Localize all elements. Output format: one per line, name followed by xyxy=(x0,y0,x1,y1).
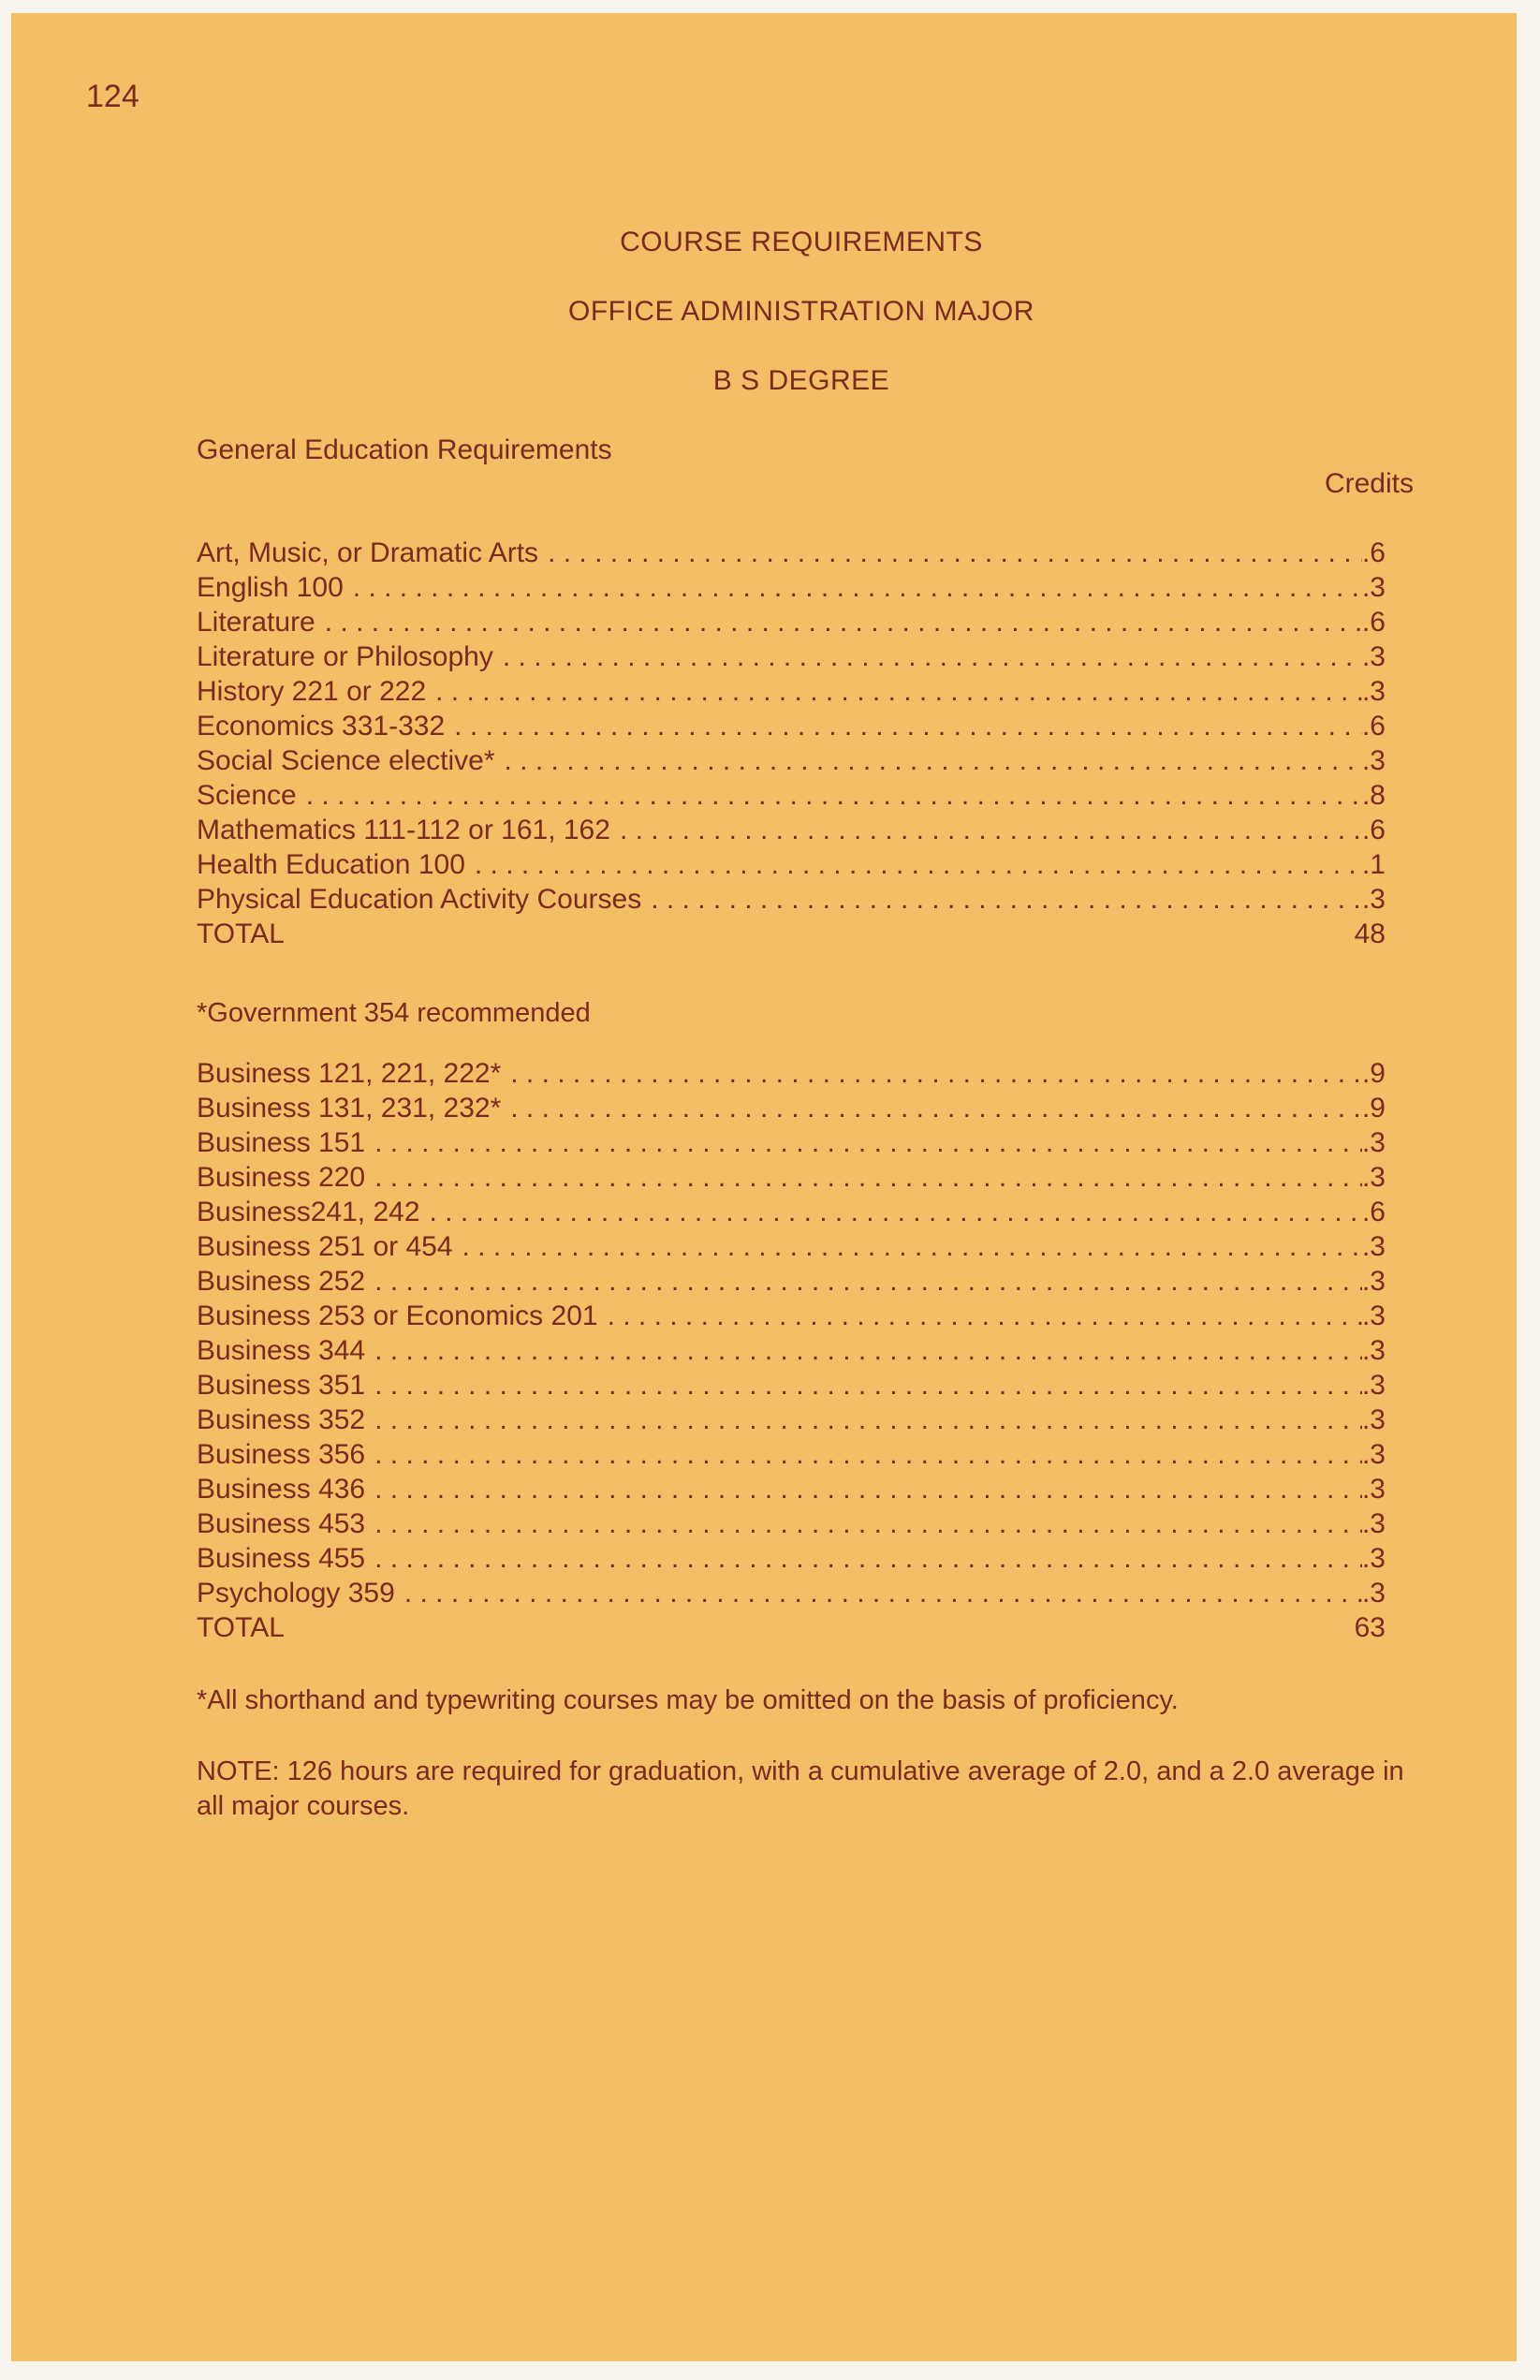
list-item xyxy=(197,882,1386,917)
dot-leader xyxy=(435,674,1362,709)
degree-title: B S DEGREE xyxy=(712,365,890,396)
list-item xyxy=(197,709,1386,743)
dot-leader xyxy=(620,813,1362,847)
course-credits: .3 xyxy=(1361,1439,1386,1470)
list-item xyxy=(197,605,1386,639)
course-credits: .3 xyxy=(1361,745,1386,776)
course-name: Physical Education Activity Courses xyxy=(197,884,642,915)
dot-leader xyxy=(374,1333,1362,1368)
list-item xyxy=(197,1576,1386,1610)
dot-leader xyxy=(374,1125,1362,1160)
course-credits: .3 xyxy=(1361,1335,1386,1366)
dot-leader xyxy=(510,1056,1362,1091)
dot-leader xyxy=(325,605,1362,639)
course-name: Literature xyxy=(197,607,315,638)
catalog-page xyxy=(11,13,1517,2361)
course-name: Business 436 xyxy=(197,1474,366,1505)
list-item xyxy=(197,847,1386,882)
list-item xyxy=(197,570,1386,605)
course-name: Social Science elective* xyxy=(197,745,495,776)
list-item xyxy=(197,1056,1386,1091)
dot-leader xyxy=(505,743,1362,778)
list-item xyxy=(197,1368,1386,1403)
course-credits: .3 xyxy=(1361,1578,1386,1609)
total-label: TOTAL xyxy=(197,918,285,949)
course-credits: .3 xyxy=(1361,1474,1386,1505)
credits-column-header: Credits xyxy=(1324,468,1414,499)
course-credits: .3 xyxy=(1361,676,1386,707)
course-credits: .1 xyxy=(1361,849,1386,880)
list-item xyxy=(197,1299,1386,1333)
course-name: Health Education 100 xyxy=(197,849,465,880)
course-credits: .3 xyxy=(1361,884,1386,915)
course-name: Business 344 xyxy=(197,1335,366,1366)
course-credits: .3 xyxy=(1361,1300,1386,1331)
shorthand-footnote: *All shorthand and typewriting courses may be omitted on the basis of proficiency. xyxy=(197,1685,1179,1715)
course-credits: .3 xyxy=(1361,1543,1386,1574)
course-credits: .9 xyxy=(1361,1058,1386,1089)
course-name: Business 356 xyxy=(197,1439,366,1470)
dot-leader xyxy=(462,1229,1362,1264)
course-name: Literature or Philosophy xyxy=(197,641,493,672)
course-name: Business 151 xyxy=(197,1127,366,1158)
course-name: Business 251 or 454 xyxy=(197,1231,453,1262)
dot-leader xyxy=(306,778,1362,813)
section-label-general-education: General Education Requirements xyxy=(197,434,612,465)
graduation-note: NOTE: 126 hours are required for graduation, with a cumulative average of 2.0, and a 2.0 average in all major courses. xyxy=(197,1756,1404,1821)
dot-leader xyxy=(374,1368,1362,1403)
course-name: Business241, 242 xyxy=(197,1197,420,1227)
course-name: English 100 xyxy=(197,572,344,603)
course-name: Economics 331-332 xyxy=(197,711,446,742)
dot-leader xyxy=(404,1576,1362,1610)
dot-leader xyxy=(651,882,1362,917)
total-label: TOTAL xyxy=(197,1612,285,1643)
total-value: 63 xyxy=(1354,1612,1386,1643)
total-value: 48 xyxy=(1354,918,1386,949)
course-credits: .6 xyxy=(1361,815,1386,845)
general-education-list xyxy=(197,536,1386,951)
course-name: Business 453 xyxy=(197,1508,366,1539)
dot-leader xyxy=(374,1160,1362,1195)
course-credits: .6 xyxy=(1361,711,1386,742)
course-credits: .3 xyxy=(1361,572,1386,603)
course-credits: .6 xyxy=(1361,537,1386,568)
page-title: COURSE REQUIREMENTS xyxy=(620,227,983,257)
course-name: Business 252 xyxy=(197,1266,366,1297)
course-credits: .8 xyxy=(1361,780,1386,811)
list-item xyxy=(197,1264,1386,1299)
business-course-list xyxy=(197,1056,1386,1645)
list-item xyxy=(197,639,1386,674)
list-item xyxy=(197,1472,1386,1506)
dot-leader xyxy=(454,709,1362,743)
list-item xyxy=(197,1437,1386,1472)
list-item xyxy=(197,743,1386,778)
course-name: Business 220 xyxy=(197,1162,366,1193)
course-name: Business 351 xyxy=(197,1370,366,1401)
list-item xyxy=(197,1195,1386,1229)
list-item xyxy=(197,1091,1386,1125)
course-credits: .3 xyxy=(1361,1162,1386,1193)
dot-leader xyxy=(374,1403,1362,1437)
course-credits: .3 xyxy=(1361,1266,1386,1297)
course-name: Art, Music, or Dramatic Arts xyxy=(197,537,539,568)
list-item xyxy=(197,1333,1386,1368)
page-number: 124 xyxy=(86,79,139,114)
government-footnote: *Government 354 recommended xyxy=(197,998,591,1028)
list-item xyxy=(197,1160,1386,1195)
course-name: Business 455 xyxy=(197,1543,366,1574)
list-item xyxy=(197,1541,1386,1576)
course-name: Psychology 359 xyxy=(197,1578,395,1609)
list-item xyxy=(197,674,1386,709)
list-item xyxy=(197,1506,1386,1541)
course-credits: .3 xyxy=(1361,1508,1386,1539)
dot-leader xyxy=(510,1091,1362,1125)
dot-leader xyxy=(353,570,1362,605)
course-name: Business 121, 221, 222* xyxy=(197,1058,502,1089)
dot-leader xyxy=(374,1541,1362,1576)
list-item xyxy=(197,1229,1386,1264)
course-name: Business 131, 231, 232* xyxy=(197,1093,502,1124)
dot-leader xyxy=(374,1472,1362,1506)
course-credits: .3 xyxy=(1361,1370,1386,1401)
course-name: Business 352 xyxy=(197,1404,366,1435)
dot-leader xyxy=(548,536,1362,570)
dot-leader xyxy=(430,1195,1362,1229)
list-item xyxy=(197,1125,1386,1160)
list-item xyxy=(197,778,1386,813)
course-credits: .3 xyxy=(1361,641,1386,672)
dot-leader xyxy=(475,847,1362,882)
dot-leader xyxy=(374,1437,1362,1472)
dot-leader xyxy=(608,1299,1362,1333)
dot-leader xyxy=(374,1506,1362,1541)
list-item xyxy=(197,536,1386,570)
course-credits: .6 xyxy=(1361,1197,1386,1227)
course-credits: .3 xyxy=(1361,1231,1386,1262)
course-name: Business 253 or Economics 201 xyxy=(197,1300,598,1331)
course-credits: .9 xyxy=(1361,1093,1386,1124)
course-name: History 221 or 222 xyxy=(197,676,427,707)
course-credits: .3 xyxy=(1361,1404,1386,1435)
list-item xyxy=(197,813,1386,847)
dot-leader xyxy=(374,1264,1362,1299)
business-total xyxy=(197,1610,1386,1645)
course-credits: .3 xyxy=(1361,1127,1386,1158)
course-credits: .6 xyxy=(1361,607,1386,638)
major-title: OFFICE ADMINISTRATION MAJOR xyxy=(568,296,1034,327)
dot-leader xyxy=(503,639,1362,674)
course-name: Mathematics 111-112 or 161, 162 xyxy=(197,815,610,845)
list-item xyxy=(197,1403,1386,1437)
general-education-total xyxy=(197,917,1386,951)
course-name: Science xyxy=(197,780,297,811)
